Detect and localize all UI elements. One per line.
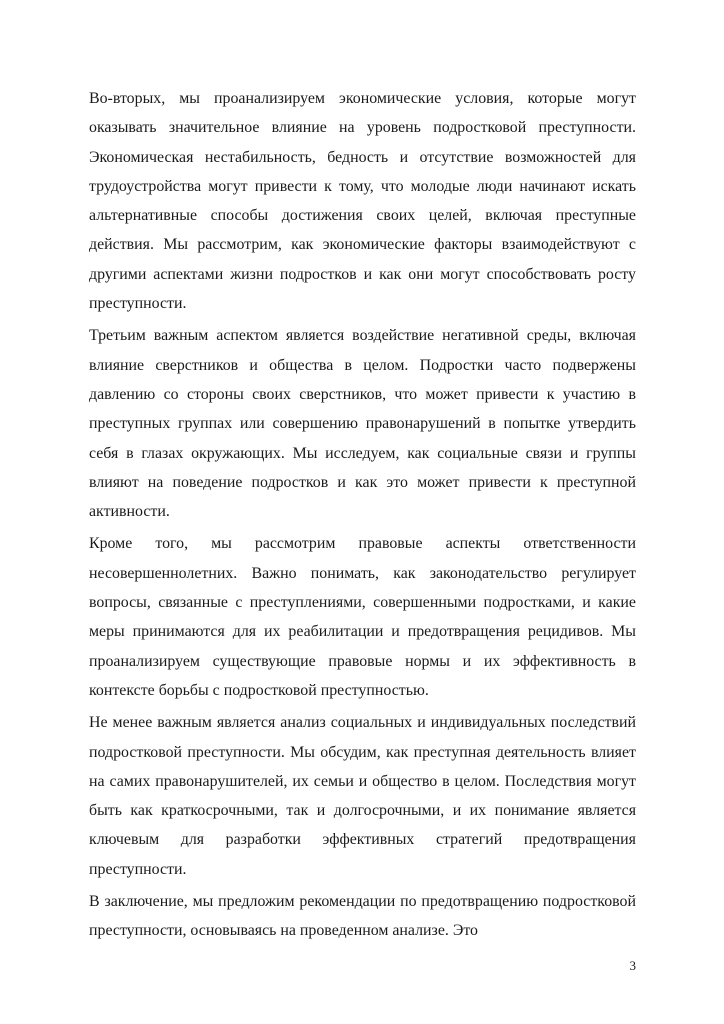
paragraph-economic-conditions: Во-вторых, мы проанализируем экономические условия, которые могут оказывать значительное влияние на уровень подростковой преступности. Экономическая нестабильность, бедность и отсутствие возможностей для трудоустройства могут привести к тому, что молодые люди начинают искать альтернативные способы достижения своих целей, включая преступные действия. Мы рассмотрим, как экономические факторы взаимодействуют с другими аспектами жизни подростков и как они могут способствовать росту преступности. (89, 90, 636, 313)
paragraph-negative-environment: Третьим важным аспектом является воздействие негативной среды, включая влияние сверстников и общества в целом. Подростки часто подвержены давлению со стороны своих сверстников, что может привести к участию в преступных группах или совершению правонарушений в попытке утвердить себя в глазах окружающих. Мы исследуем, как социальные связи и группы влияют на поведение подростков и как это может привести к преступной активности. (89, 327, 636, 521)
page-number: 3 (629, 958, 636, 973)
body-text (89, 84, 636, 946)
paragraph-conclusion: В заключение, мы предложим рекомендации по предотвращению подростковой преступности, основываясь на проведенном анализе. Это (89, 893, 636, 940)
paragraph-legal-aspects: Кроме того, мы рассмотрим правовые аспекты ответственности несовершеннолетних. Важно понимать, как законодательство регулирует вопросы, связанные с преступлениями, совершенными подростками, и какие меры принимаются для их реабилитации и предотвращения рецидивов. Мы проанализируем существующие правовые нормы и их эффективность в контексте борьбы с подростковой преступностью. (89, 535, 636, 699)
paragraph-consequences: Не менее важным является анализ социальных и индивидуальных последствий подростковой преступности. Мы обсудим, как преступная деятельность влияет на самих правонарушителей, их семьи и общество в целом. Последствия могут быть как краткосрочными, так и долгосрочными, и их понимание является ключевым для разработки эффективных стратегий предотвращения преступности. (89, 714, 636, 878)
